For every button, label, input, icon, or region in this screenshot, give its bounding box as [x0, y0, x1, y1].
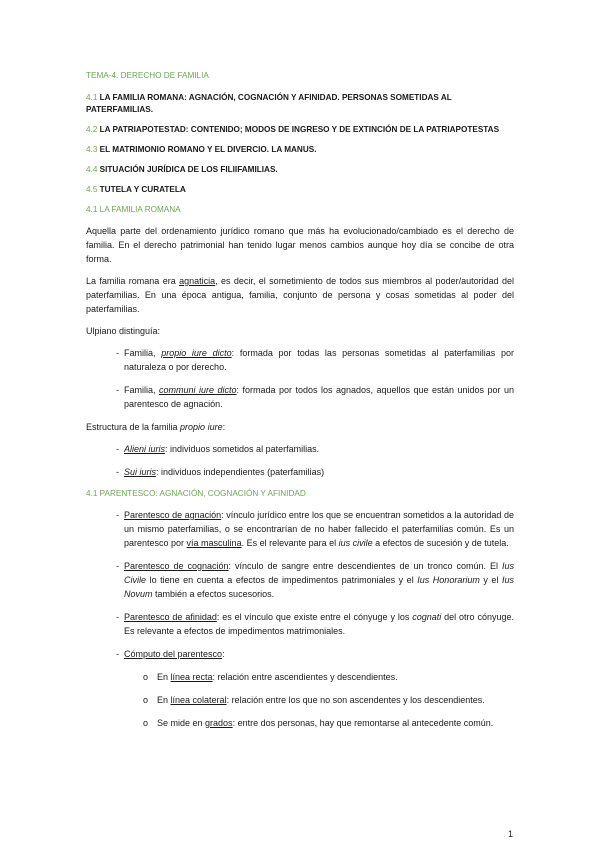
toc-item-3: 4.3 EL MATRIMONIO ROMANO Y EL DIVERCIO. LA MANUS. — [86, 145, 317, 154]
toc-item-4: 4.4 SITUACIÓN JURÍDICA DE LOS FILIIFAMILIAS. — [86, 165, 278, 174]
toc-item-5: 4.5 TUTELA Y CURATELA — [86, 185, 186, 194]
list-item: - Sui iuris: individuos independientes (paterfamilias) — [116, 467, 325, 477]
section-heading-familia: 4.1 LA FAMILIA ROMANA — [86, 205, 181, 214]
list-item: - Familia, communi iure dicto: formada por todos los agnados, aquellos que están unidos por un parentesco de agnación. — [116, 385, 514, 409]
list-item: - Alieni iuris: individuos sometidos al paterfamilias. — [116, 444, 320, 454]
toc-item-1: 4.1 LA FAMILIA ROMANA: AGNACIÓN, COGNACIÓN Y AFINIDAD. PERSONAS SOMETIDAS AL PATERFAMILIAS. — [86, 93, 452, 114]
paragraph-ulpiano: Ulpiano distinguía: — [86, 326, 161, 336]
sublist-item: o Se mide en grados: entre dos personas, hay que remontarse al antecedente común. — [143, 718, 494, 728]
page-number: 1 — [508, 829, 514, 839]
list-item-computo: - Cómputo del parentesco: — [116, 649, 225, 659]
list-item-agnacion: - Parentesco de agnación: vínculo jurídico entre los que se encuentran sometidos a la autoridad de un mismo paterfamilias, o se encontrarían de no haber fallecido el paterfamilias común. Es un parentesco por vía masculina. Es el relevante para el ius civile a efectos de sucesión y de tutela. — [116, 510, 514, 548]
doc-title: TEMA-4. DERECHO DE FAMILIA — [86, 71, 209, 80]
sublist-item: o En línea colateral: relación entre los que no son ascendentes y los descendientes. — [143, 695, 485, 705]
list-item-afinidad: - Parentesco de afinidad: es el vínculo que existe entre el cónyuge y los cognati del otro cónyuge. Es relevante a efectos de impedimentos matrimoniales. — [116, 612, 514, 636]
paragraph-intro: Aquella parte del ordenamiento jurídico romano que más ha evolucionado/cambiado es el derecho de familia. En el derecho patrimonial han tenido lugar menos cambios aunque hoy día se concibe de otra forma. — [86, 226, 514, 264]
section-heading-parentesco: 4.1 PARENTESCO: AGNACIÓN, COGNACIÓN Y AFINIDAD — [86, 489, 306, 498]
paragraph-estructura: Estructura de la familia propio iure: — [86, 422, 226, 432]
document-page — [86, 70, 514, 739]
toc-item-2: 4.2 LA PATRIAPOTESTAD: CONTENIDO; MODOS DE INGRESO Y DE EXTINCIÓN DE LA PATRIAPOTESTAS — [86, 125, 500, 134]
paragraph-agnaticia: La familia romana era agnaticia, es decir, el sometimiento de todos sus miembros al poder/autoridad del paterfamilias. En una época antigua, familia, conjunto de persona y cosas sometidas al poder del paterfamilias. — [86, 276, 515, 314]
sublist-item: o En línea recta: relación entre ascendientes y descendientes. — [143, 672, 398, 682]
list-item: - Familia, propio iure dicto: formada por todas las personas sometidas al paterfamilias por naturaleza o por derecho. — [116, 348, 514, 372]
list-item-cognacion: - Parentesco de cognación: vínculo de sangre entre descendientes de un tronco común. El Ius Civile lo tiene en cuenta a efectos de impedimentos patrimoniales y el Ius Honorarium y el Ius Novum también a efectos sucesorios. — [116, 561, 514, 599]
